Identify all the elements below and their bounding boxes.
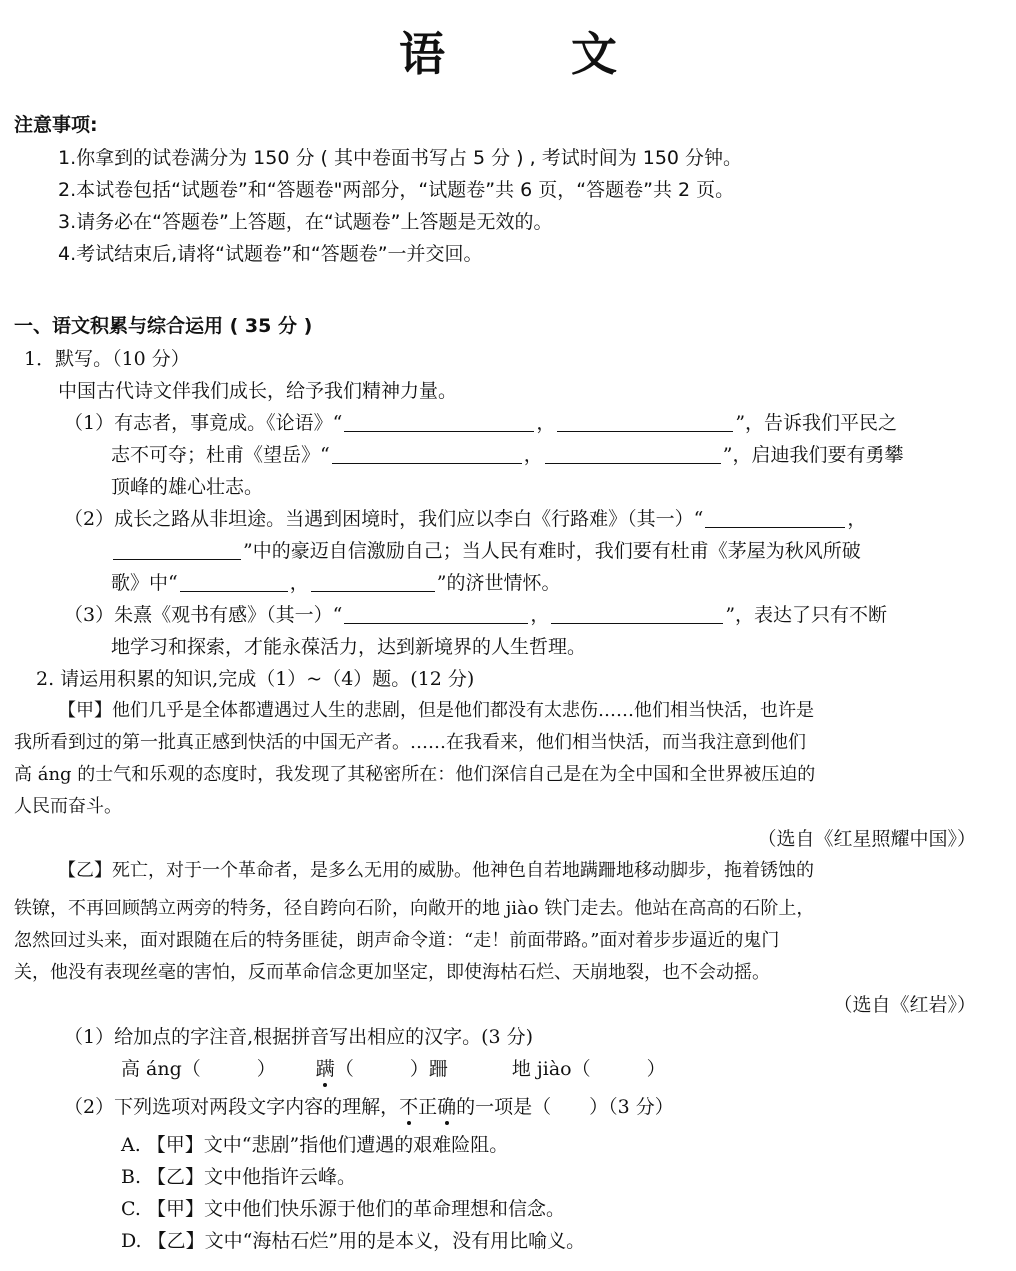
- q1-p1-line2: [111, 440, 903, 467]
- answer-blank[interactable]: [113, 541, 241, 560]
- q1-p2-line1: [64, 504, 866, 531]
- q2-sub2-title: [64, 1092, 674, 1119]
- yi-line-4: 关，他没有表现丝毫的害怕，反而革命信念更加坚定，即使海枯石烂、天崩地裂，也不会动摇。: [14, 962, 770, 983]
- dotted-char: 确: [437, 1092, 456, 1119]
- q2-sub1-items: [121, 1054, 666, 1081]
- q2-sub2-text-a: （2）下列选项对两段文字内容的理解，: [64, 1096, 400, 1118]
- yi-source: （选自《红岩》）: [833, 994, 976, 1016]
- answer-blank[interactable]: [545, 445, 721, 464]
- jia-line-1: 【甲】他们几乎是全体都遭遇过人生的悲剧，但是他们都没有太悲伤……他们相当快活，也许是: [58, 700, 814, 721]
- bracket-open: （: [334, 1058, 354, 1080]
- q1-p2-line3: [111, 568, 560, 595]
- q1-p1-text-b: ，: [536, 412, 556, 434]
- answer-blank[interactable]: [344, 413, 534, 432]
- q1-p3-text-b: ，: [530, 604, 550, 626]
- pinyin-item-jiao: 地 jiào（: [511, 1058, 591, 1080]
- notes-item-1: 1.你拿到的试卷满分为 150 分 ( 其中卷面书写占 5 分 ) , 考试时间为 150 分钟。: [58, 147, 743, 169]
- answer-blank[interactable]: [311, 573, 435, 592]
- q1-p1-line1: [64, 408, 897, 435]
- q1-p2-text-a: （2）成长之路从非坦途。当遇到困境时，我们应以李白《行路难》（其一）“: [64, 508, 704, 530]
- option-c[interactable]: C. 【甲】文中他们快乐源于他们的革命理想和信念。: [121, 1198, 565, 1220]
- answer-blank[interactable]: [557, 413, 733, 432]
- jia-line-3: 高 áng 的士气和乐观的态度时，我发现了其秘密所在：他们深信自己是在为全中国和全世界被压迫的: [14, 764, 816, 785]
- answer-blank[interactable]: [551, 605, 723, 624]
- q1-p2-text-b: ，: [847, 508, 867, 530]
- q1-p2-text-e: ，: [289, 572, 309, 594]
- q2-sub1-title: （1）给加点的字注音,根据拼音写出相应的汉字。(3 分): [64, 1026, 534, 1048]
- q1-p1-text-e: ，: [523, 444, 543, 466]
- dotted-char: 蹒: [316, 1054, 335, 1081]
- bracket-close: ）: [256, 1058, 276, 1080]
- answer-blank[interactable]: [705, 509, 845, 528]
- notes-heading: 注意事项:: [14, 114, 98, 136]
- answer-blank[interactable]: [180, 573, 288, 592]
- q1-p3-text-c: ”，表达了只有不断: [725, 604, 888, 626]
- dotted-char: 不: [399, 1092, 418, 1119]
- yi-line-2: 铁镣，不再回顾鹄立两旁的特务，径自跨向石阶，向敞开的地 jiào 铁门走去。他站在高高的石阶上，: [14, 898, 815, 919]
- pinyin-item-ang: 高 áng（: [121, 1058, 201, 1080]
- option-d[interactable]: D. 【乙】文中“海枯石烂”用的是本义，没有用比喻义。: [121, 1230, 586, 1252]
- q1-p3-line1: [64, 600, 887, 627]
- option-b[interactable]: B. 【乙】文中他指许云峰。: [121, 1166, 357, 1188]
- bracket-close: ）: [646, 1058, 666, 1080]
- q1-p2-text-f: ”的济世情怀。: [436, 572, 561, 594]
- option-a[interactable]: A. 【甲】文中“悲剧”指他们遭遇的艰难险阻。: [121, 1134, 509, 1156]
- q1-p1-line3: 顶峰的雄心壮志。: [111, 476, 264, 498]
- yi-line-3: 忽然回过头来，面对跟随在后的特务匪徒，朗声命令道：“走！前面带路。”面对着步步逼近的鬼门: [14, 930, 780, 951]
- jia-source: （选自《红星照耀中国》）: [757, 828, 976, 850]
- pinyin-item-shan: ）跚: [409, 1058, 448, 1080]
- answer-blank[interactable]: [332, 445, 522, 464]
- q1-p1-text-f: ”，启迪我们要有勇攀: [722, 444, 904, 466]
- jia-line-4: 人民而奋斗。: [14, 796, 122, 817]
- notes-item-2: 2.本试卷包括“试题卷”和“答题卷"两部分，“试题卷”共 6 页，“答题卷”共 2 页。: [58, 179, 735, 201]
- q1-p2-line2: [111, 536, 861, 563]
- q2-sub2-text-b: 的一项是（ ）（3 分）: [456, 1096, 674, 1118]
- q1-p1-text-d: 志不可夺；杜甫《望岳》“: [111, 444, 330, 466]
- q1-p1-text-a: （1）有志者，事竟成。《论语》“: [64, 412, 343, 434]
- q1-p3-text-a: （3）朱熹《观书有感》（其一）“: [64, 604, 343, 626]
- notes-item-3: 3.请务必在“答题卷”上答题，在“试题卷”上答题是无效的。: [58, 211, 553, 233]
- q1-p2-text-c: ”中的豪迈自信激励自己；当人民有难时，我们要有杜甫《茅屋为秋风所破: [243, 540, 861, 562]
- q1-p3-line2: 地学习和探索，才能永葆活力，达到新境界的人生哲理。: [111, 636, 587, 658]
- page-title: 语 文: [399, 27, 657, 81]
- notes-item-4: 4.考试结束后,请将“试题卷”和“答题卷”一并交回。: [58, 243, 483, 265]
- q1-p2-text-d: 歌》中“: [111, 572, 178, 594]
- section-heading: 一、语文积累与综合运用 ( 35 分 ): [14, 315, 313, 337]
- yi-line-1: 【乙】死亡，对于一个革命者，是多么无用的威胁。他神色自若地蹒跚地移动脚步，拖着锈蚀的: [58, 860, 814, 881]
- q1-p1-text-c: ”，告诉我们平民之: [735, 412, 898, 434]
- q1-intro: 中国古代诗文伴我们成长，给予我们精神力量。: [58, 380, 458, 402]
- answer-blank[interactable]: [344, 605, 528, 624]
- jia-line-2: 我所看到过的第一批真正感到快活的中国无产者。……在我看来，他们相当快活，而当我注意到他们: [14, 732, 806, 753]
- q2-title: 2. 请运用积累的知识,完成（1）~（4）题。(12 分): [36, 668, 475, 690]
- q1-title: 1．默写。（10 分）: [24, 348, 190, 370]
- q2-sub2-char: 正: [418, 1096, 438, 1118]
